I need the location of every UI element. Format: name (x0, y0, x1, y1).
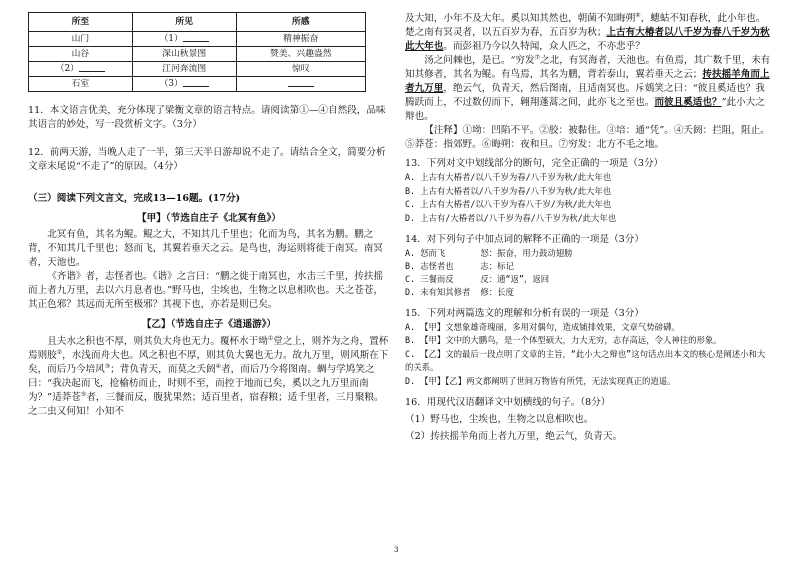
table-cell (132, 32, 236, 47)
table-header: 所感 (236, 13, 365, 32)
underlined-sentence: 上古有大椿者以八千岁为春八千岁为秋此大年也 (405, 27, 770, 52)
option-d[interactable]: D. 未有知其修者 修：长度 (405, 287, 514, 298)
question-14-options (405, 247, 583, 299)
table-cell: 江河奔流图 (132, 62, 236, 77)
option-b[interactable]: B. 上古有大椿者以/八千岁为春/八千岁为秋/此大年也 (405, 185, 612, 196)
footnote-marker: ① (267, 334, 274, 342)
table-row (29, 77, 366, 92)
footnote-marker: ⑦ (534, 53, 541, 61)
option-a[interactable]: A. 怒而飞 怒：振奋，用力鼓动翅膀 (405, 248, 573, 258)
passage-jia-paragraph: 北冥有鱼，其名为鲲。鲲之大，不知其几千里也；化而为鸟，其名为鹏。鹏之背，不知其几千里也；怒而飞，其翼若垂天之云。是鸟也，海运则将徙于南冥。南冥者，天池也。 (28, 229, 383, 269)
table-cell (29, 62, 133, 77)
left-column (28, 12, 390, 419)
option-c[interactable]: C. 上古有大椿者/以八千岁为春八千岁/为秋/此大年也 (405, 199, 612, 210)
table-cell: 深山秋景图 (132, 47, 236, 62)
table-cell: 惊叹 (236, 62, 365, 77)
option-a[interactable]: A. 【甲】文想象雄奇瑰丽，多用对偶句，造成铺排效果，文章气势磅礴。 (405, 321, 680, 332)
answer-blank[interactable] (183, 32, 209, 42)
option-b[interactable]: B. 志怪者也 志：标记 (405, 261, 514, 272)
option-a[interactable]: A. 上古有大椿者/以八千岁为春/八千岁为秋/此大年也 (405, 172, 612, 183)
table-cell: 赞美、兴趣盎然 (236, 47, 365, 62)
passage-yi-paragraph: 且夫水之积也不厚，则其负大舟也无力。覆杯水于坳①堂之上，则芥为之舟，置杯焉则胶②，水浅而舟大也。风之积也不厚，则其负大翼也无力。故九万里，则风斯在下矣，而后乃今培风③；背负青天，而莫之夭阏④者，而后乃今将图南。蜩与学鸠笑之曰：“我决起而飞，抢榆枋而止，时则不至，而控于地而已矣，奚以之九万里而南为？”适莽苍⑤者，三餐而反，腹犹果然；适百里者，宿舂粮；适千里者，三月聚粮。之二虫又何知！小知不 (28, 334, 389, 418)
question-12: 12．前两天游，当晚人走了一半，第三天半日游却说不走了。请结合全文，简要分析文章末尾说“不走了”的原因。（4分） (28, 146, 386, 172)
passage-jia-title: 【甲】（节选自庄子《北冥有鱼》） (137, 212, 281, 224)
table-header: 所至 (29, 13, 133, 32)
section-heading: （三）阅读下列文言文，完成13—16题。(17分) (28, 192, 241, 204)
page-number: 3 (394, 546, 399, 554)
table-header: 所见 (132, 13, 236, 32)
option-d[interactable]: D. 【甲】【乙】两文都阐明了世间万物皆有所凭，无法实现真正的逍遥。 (405, 375, 676, 386)
table-cell (236, 77, 365, 92)
table-header-row (29, 13, 366, 32)
underlined-sentence: 抟扶摇羊角而上者九万里 (405, 69, 770, 94)
question-11: 11．本文语言优美，充分体现了梁衡文章的语言特点。请阅读第①—④自然段，品味其语言的妙处，写一段赏析文字。（3分） (28, 105, 386, 130)
answer-blank[interactable] (183, 77, 209, 87)
table-cell (132, 77, 236, 92)
option-d[interactable]: D. 上古有/大椿者以/八千岁为春/八千岁为秋/此大年也 (405, 212, 617, 223)
cell-label: （3） (159, 79, 183, 90)
question-15: 15．下列对两篇选文的理解和分析有误的一项是（3分） (405, 308, 644, 320)
table-row (29, 32, 366, 47)
question-13: 13．下列对文中划线部分的断句，完全正确的一项是（3分） (405, 158, 664, 170)
question-14: 14．对下列句子中加点词的解释不正确的一项是（3分） (405, 234, 644, 246)
option-b[interactable]: B. 【甲】文中的大鹏鸟，是一个体型硕大，力大无穷，志存高远，令人神往的形象。 (405, 335, 722, 346)
right-column (405, 12, 773, 444)
table-cell: 石室 (29, 77, 133, 92)
question-16: 16．用现代汉语翻译文中划横线的句子。（8分） (405, 397, 611, 409)
footnotes: 【注释】①坳：凹陷不平。②胶：被黏住。③培：通“凭”。④夭阏：拦阻，阻止。⑤莽苍：指郊野。⑥晦朔：夜和旦。⑦穷发：北方不毛之地。 (405, 124, 770, 150)
table-row (29, 62, 366, 77)
answer-blank[interactable] (79, 62, 105, 72)
passage-yi-paragraph: 汤之问棘也，是已。“穷发⑦之北，有冥海者，天池也。有鱼焉，其广数千里，未有知其修者，其名为鲲。有鸟焉，其名为鹏，背若泰山，翼若垂天之云；抟扶摇羊角而上者九万里，绝云气，负青天，然后图南，且适南冥也。斥鴳笑之曰：“彼且奚适也？我腾跃而上，不过数仞而下，翱翔蓬蒿之间，此亦飞之至也。而彼且奚适也？”此小大之辩也。 (405, 53, 771, 122)
footnote-marker: ③ (104, 362, 111, 370)
table-cell: 山谷 (29, 47, 133, 62)
passage-yi-title: 【乙】（节选自庄子《逍遥游》） (141, 318, 277, 330)
translation-item: （1）野马也，尘埃也，生物之以息相吹也。 (405, 414, 594, 426)
passage-jia-paragraph: 《齐谐》者，志怪者也。《谐》之言曰：“鹏之徙于南冥也，水击三千里，抟扶摇而上者九万里，去以六月息者也。”野马也，尘埃也，生物之以息相吹也。天之苍苍，其正色邪？其远而无所至极邪？其视下也，亦若是则已矣。 (28, 271, 384, 310)
passage-yi-paragraph: 及大知，小年不及大年。奚以知其然也，朝菌不知晦朔⑥，蟪蛄不知春秋，此小年也。楚之南有冥灵者，以五百岁为春，五百岁为秋；上古有大椿者以八千岁为春八千岁为秋此大年也。而彭祖乃今以久特闻，众人匹之，不亦悲乎？ (405, 12, 770, 52)
translation-item: （2）抟扶摇羊角而上者九万里，绝云气，负青天。 (405, 430, 623, 442)
reading-table (28, 12, 366, 92)
table-cell: 精神振奋 (236, 32, 365, 47)
underlined-sentence: 而彼且奚适也？ (654, 96, 722, 108)
option-c[interactable]: C. 【乙】文的最后一段点明了文章的主旨，“此小大之辩也”这句话点出本文的核心是阐述小和大的关系。 (405, 348, 766, 373)
answer-blank[interactable] (288, 77, 314, 87)
footnote-marker: ⑤ (80, 390, 87, 398)
footnote-marker: ④ (215, 362, 222, 370)
footnote-marker: ⑥ (635, 12, 641, 19)
table-cell: 山门 (29, 32, 133, 47)
cell-label: （1） (159, 34, 183, 45)
question-13-options (405, 171, 773, 225)
footnote-marker: ② (56, 348, 63, 356)
cell-label: （2） (55, 64, 79, 75)
option-c[interactable]: C. 三餐而反 反：通“返”，返回 (405, 274, 550, 285)
question-15-options (405, 321, 773, 388)
table-row (29, 47, 366, 62)
